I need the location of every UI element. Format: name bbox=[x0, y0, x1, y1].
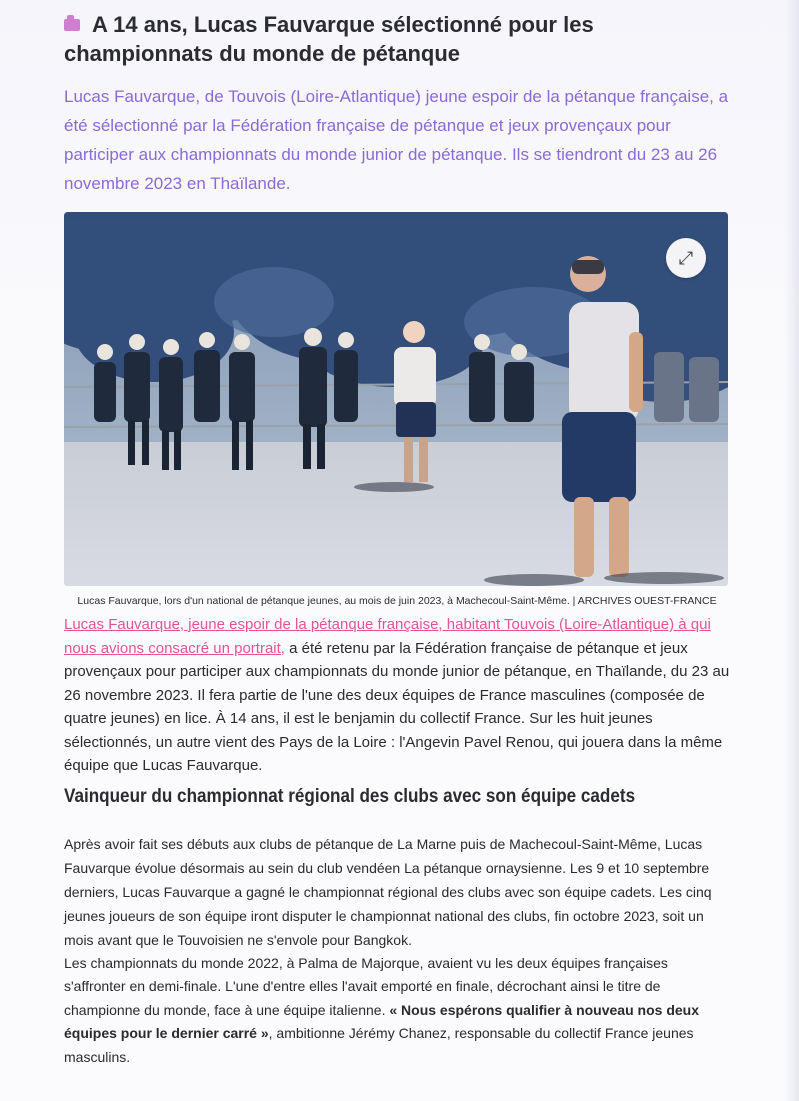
pull-quote: « Nous espérons qualifier à nouveau nos deux équipes pour le dernier carré » bbox=[64, 1001, 699, 1041]
article-title-row bbox=[64, 10, 730, 68]
scan-edge bbox=[785, 0, 799, 1101]
article-photo[interactable] bbox=[64, 212, 728, 586]
expand-photo-button[interactable] bbox=[666, 238, 706, 278]
article-lead: Lucas Fauvarque, de Touvois (Loire-Atlantique) jeune espoir de la pétanque française, a été sélectionné par la Fédération française de pétanque et jeux provençaux pour participer aux championnats du monde junior de pétanque. Ils se tiendront du 23 au 26 novembre 2023 en Thaïlande. bbox=[64, 87, 729, 193]
paragraph-1 bbox=[64, 613, 730, 778]
paragraph-3 bbox=[64, 952, 730, 1070]
article-category-icon bbox=[64, 19, 80, 31]
photo-image bbox=[64, 212, 728, 586]
paragraph-2: Après avoir fait ses débuts aux clubs de pétanque de La Marne puis de Machecoul-Saint-Même, Lucas Fauvarque évolue désormais au sein du club vendéen La pétanque ornaysienne. Les 9 et 10 septembre derniers, Lucas Fauvarque a gagné le championnat régional des clubs avec son équipe cadets. Les cinq jeunes joueurs de son équipe iront disputer le championnat national des clubs, fin octobre 2023, soit un mois avant que le Touvoisien ne s'envole pour Bangkok. bbox=[64, 835, 712, 948]
paragraph-3-outro: , ambitionne Jérémy Chanez, responsable du collectif France jeunes masculins. bbox=[64, 1025, 694, 1065]
article-title: A 14 ans, Lucas Fauvarque sélectionné pour les championnats du monde de pétanque bbox=[64, 12, 594, 66]
section-heading: Vainqueur du championnat régional des clubs avec son équipe cadets bbox=[64, 785, 636, 807]
article bbox=[64, 10, 730, 1069]
portrait-link[interactable]: Lucas Fauvarque, jeune espoir de la pétanque française, habitant Touvois (Loire-Atlantique) à qui nous avions consacré un portrait, bbox=[64, 616, 711, 657]
paragraph-1-text: a été retenu par la Fédération française de pétanque et jeux provençaux pour participer aux championnats du monde junior de pétanque, en Thaïlande, du 23 au 26 novembre 2023. Il fera partie de l'une des deux équipes de France masculines (composée de quatre jeunes) en lice. À 14 ans, il est le benjamin du collectif France. Sur les huit jeunes sélectionnés, un autre vient des Pays de la Loire : l'Angevin Pavel Renou, qui jouera dans la même équipe que Lucas Fauvarque. bbox=[64, 639, 730, 774]
paragraph-3-intro: Les championnats du monde 2022, à Palma de Majorque, avaient vu les deux équipes françaises s'affronter en demi-finale. L'une d'entre elles l'avait emporté en finale, décrochant ainsi le titre de championne du monde, face à une équipe italienne. bbox=[64, 954, 668, 1018]
photo-caption: Lucas Fauvarque, lors d'un national de pétanque jeunes, au mois de juin 2023, à Machecoul-Saint-Même. | ARCHIVES OUEST-FRANCE bbox=[77, 595, 717, 607]
expand-arrows-icon: ⤢ bbox=[678, 248, 694, 268]
